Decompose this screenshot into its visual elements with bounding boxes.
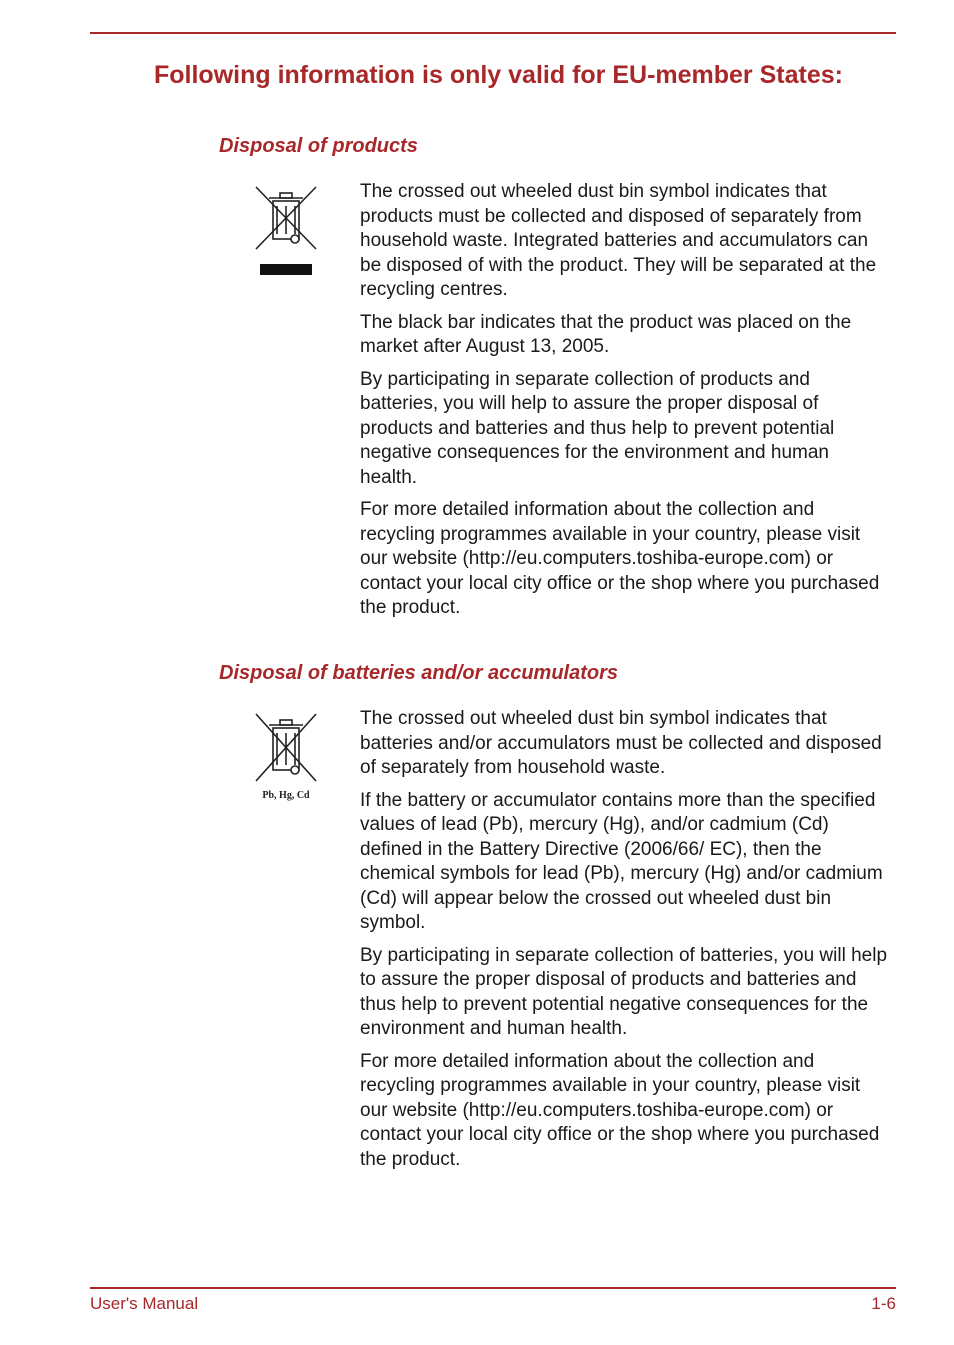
paragraph: If the battery or accumulator contains more than the specified values of lead (Pb), mercury (Hg), and/or cadmium (Cd) defined in the Battery Directive (2006/66/ EC), then the chemical symbols for lead (Pb), mercury (Hg) and/or cadmium (Cd) will appear below the crossed out wheeled dust bin symbol.	[360, 789, 883, 933]
page-number: 1-6	[871, 1294, 896, 1313]
paragraph: The crossed out wheeled dust bin symbol indicates that products must be collected and disposed of separately from household waste. Integrated batteries and accumulators can be disposed of with the product. They will be separated at the recycling centres.	[360, 181, 877, 300]
batteries-text	[360, 707, 890, 1180]
page-heading: Following information is only valid for EU-member States:	[154, 61, 843, 89]
products-text	[360, 180, 890, 629]
paragraph: The crossed out wheeled dust bin symbol indicates that batteries and/or accumulators must be collected and disposed of separately from household waste.	[360, 708, 882, 778]
footer-rule	[90, 1287, 896, 1289]
crossed-bin-with-black-bar-icon	[251, 184, 321, 279]
footer-manual-title: User's Manual	[90, 1294, 199, 1313]
paragraph: By participating in separate collection of batteries, you will help to assure the proper disposal of products and batteries and thus help to prevent potential negative consequences for the environment and human health.	[360, 944, 888, 1039]
section-title-batteries: Disposal of batteries and/or accumulators	[219, 662, 618, 684]
paragraph: The black bar indicates that the product was placed on the market after August 13, 2005.	[360, 311, 852, 357]
paragraph: For more detailed information about the collection and recycling programmes available in your country, please visit our website (http://eu.computers.toshiba-europe.com) or contact your local city office or the shop where you purchased the product.	[360, 1050, 880, 1170]
section-title-products: Disposal of products	[219, 135, 418, 157]
paragraph: By participating in separate collection of products and batteries, you will help to assure the proper disposal of products and batteries and thus help to prevent potential negative consequences for the environment and human health.	[360, 368, 835, 488]
paragraph: For more detailed information about the collection and recycling programmes available in your country, please visit our website (http://eu.computers.toshiba-europe.com) or contact your local city office or the shop where you purchased the product.	[360, 499, 880, 618]
header-rule	[90, 32, 896, 34]
chemical-symbols-label: Pb, Hg, Cd	[262, 790, 310, 801]
